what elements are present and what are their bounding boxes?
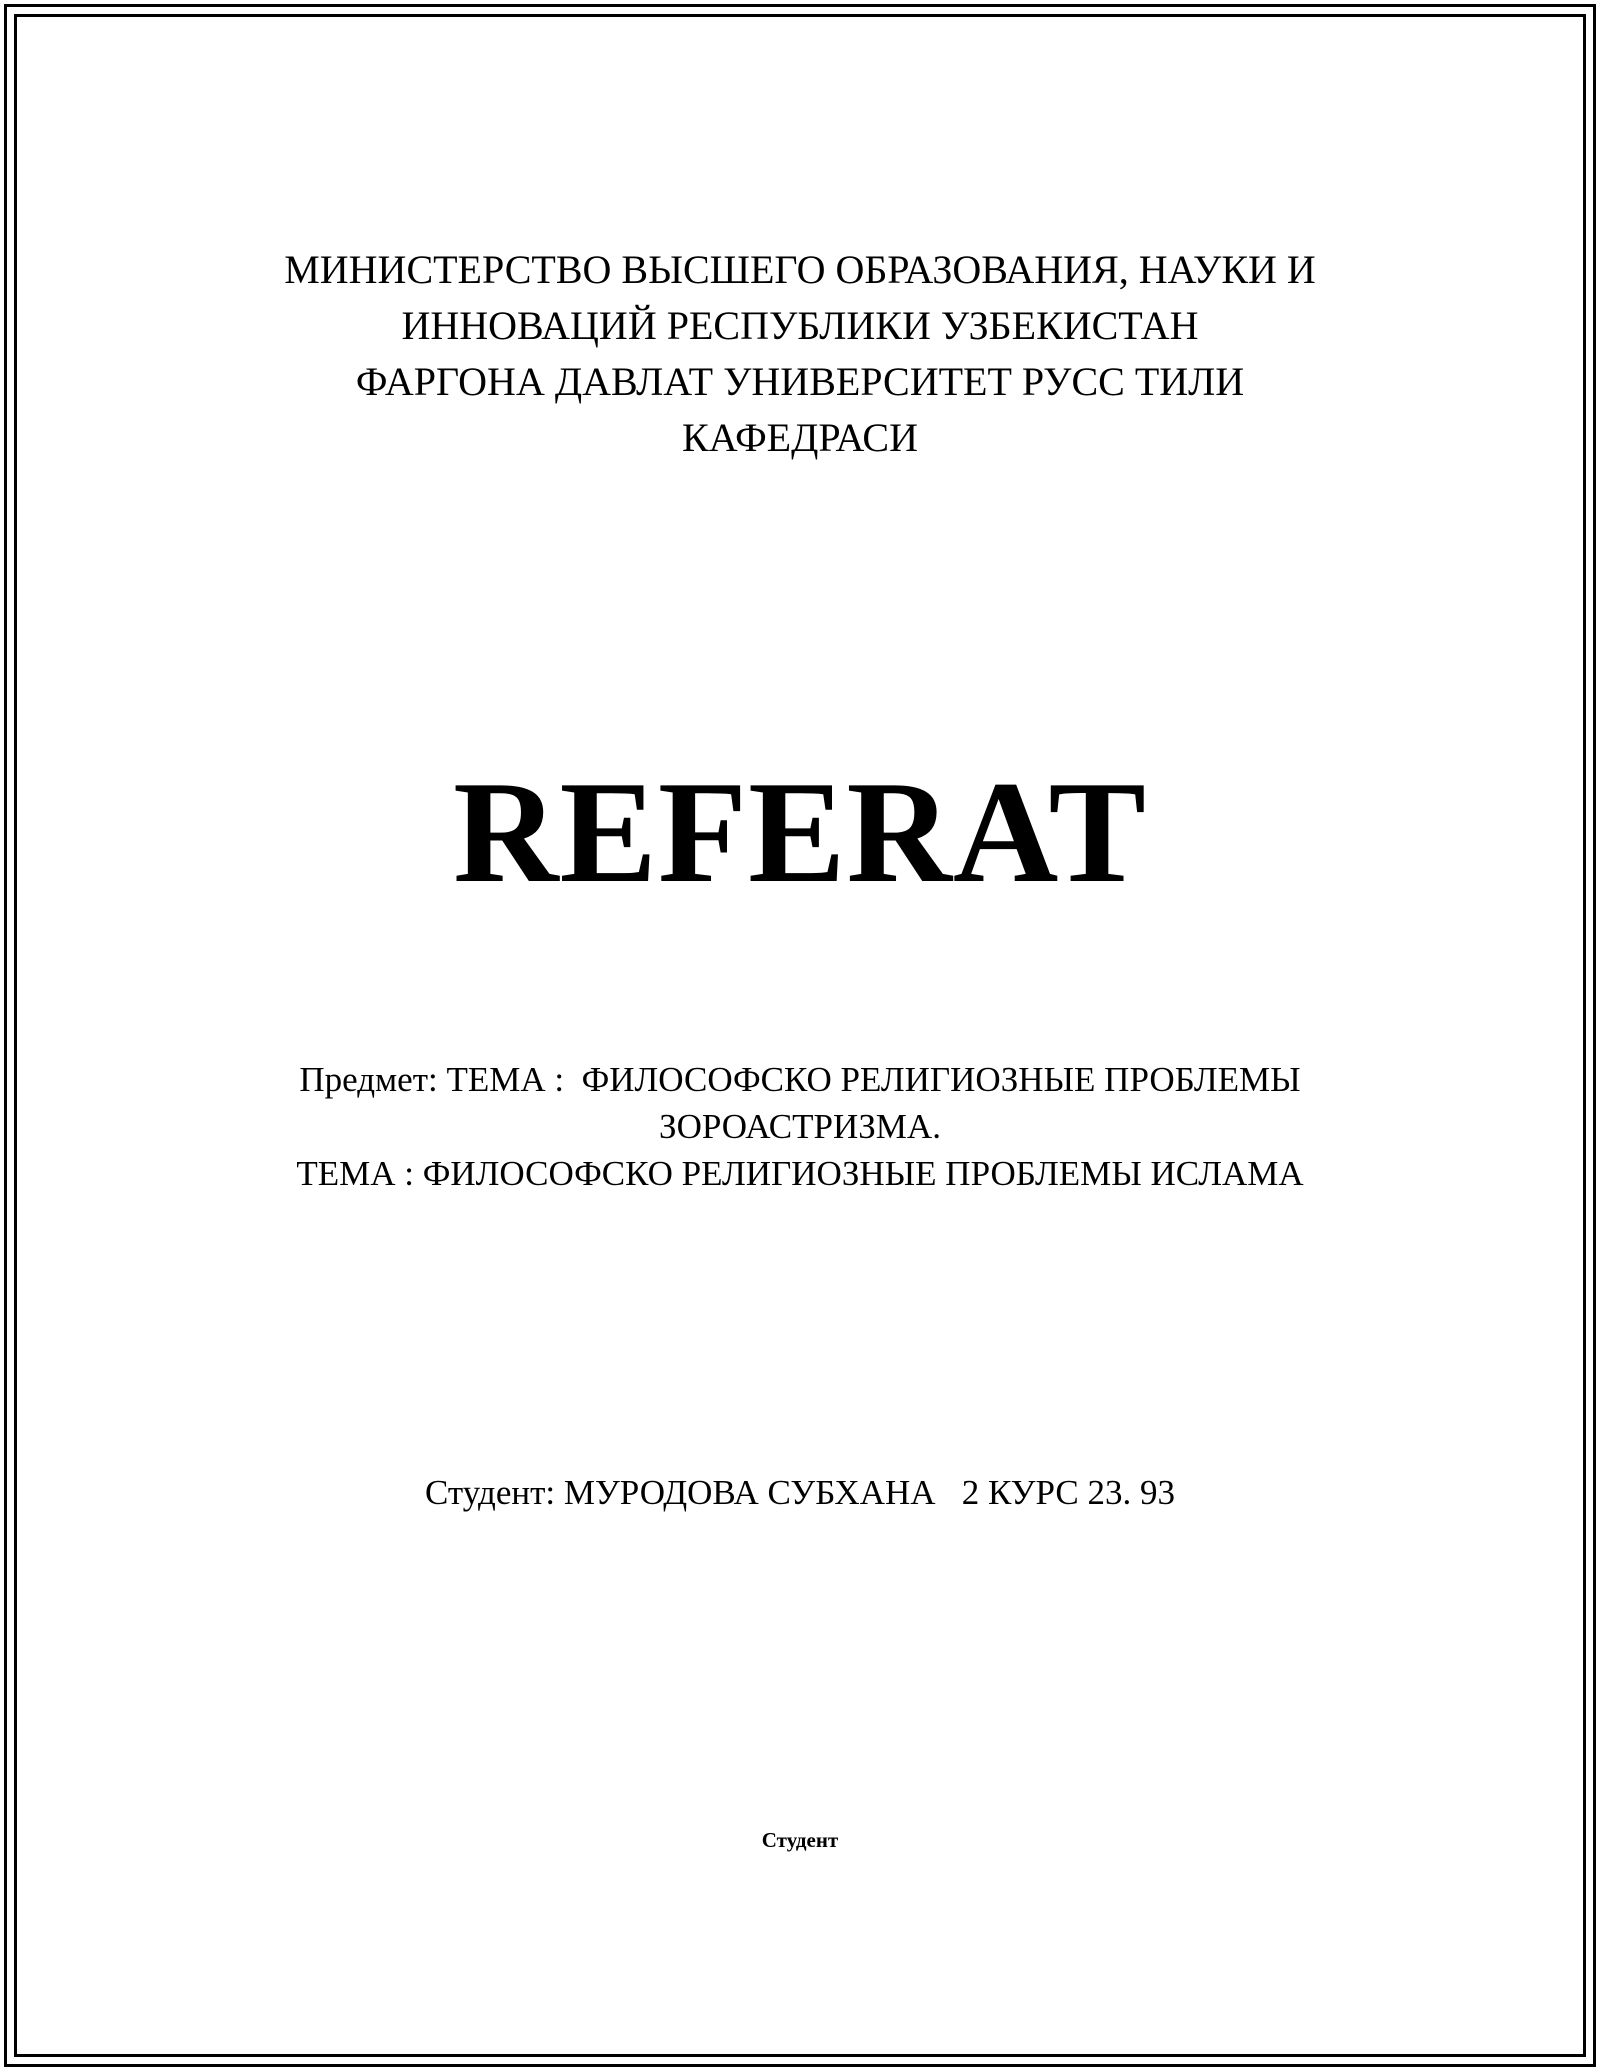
ministry-line-4: КАФЕДРАСИ	[682, 415, 918, 460]
subject-line-2: ЗОРОАСТРИЗМА.	[659, 1107, 941, 1146]
ministry-line-1: МИНИСТЕРСТВО ВЫСШЕГО ОБРАЗОВАНИЯ, НАУКИ И	[284, 247, 1316, 292]
subject-line-1: Предмет: ТЕМА : ФИЛОСОФСКО РЕЛИГИОЗНЫЕ ПРОБЛЕМЫ	[299, 1060, 1301, 1099]
ministry-line-3: ФАРГОНА ДАВЛАТ УНИВЕРСИТЕТ РУСС ТИЛИ	[355, 359, 1245, 404]
student-info: Студент: МУРОДОВА СУБХАНА 2 КУРС 23. 93	[425, 1473, 1175, 1512]
ministry-line-2: ИННОВАЦИЙ РЕСПУБЛИКИ УЗБЕКИСТАН	[401, 303, 1199, 348]
student-footer-label: Студент	[761, 1828, 839, 1852]
subject-block	[0, 1056, 1600, 1197]
subject-line-3: ТЕМА : ФИЛОСОФСКО РЕЛИГИОЗНЫЕ ПРОБЛЕМЫ ИСЛАМА	[296, 1154, 1304, 1193]
ministry-header	[0, 242, 1600, 466]
document-title: REFERAT	[453, 751, 1147, 913]
